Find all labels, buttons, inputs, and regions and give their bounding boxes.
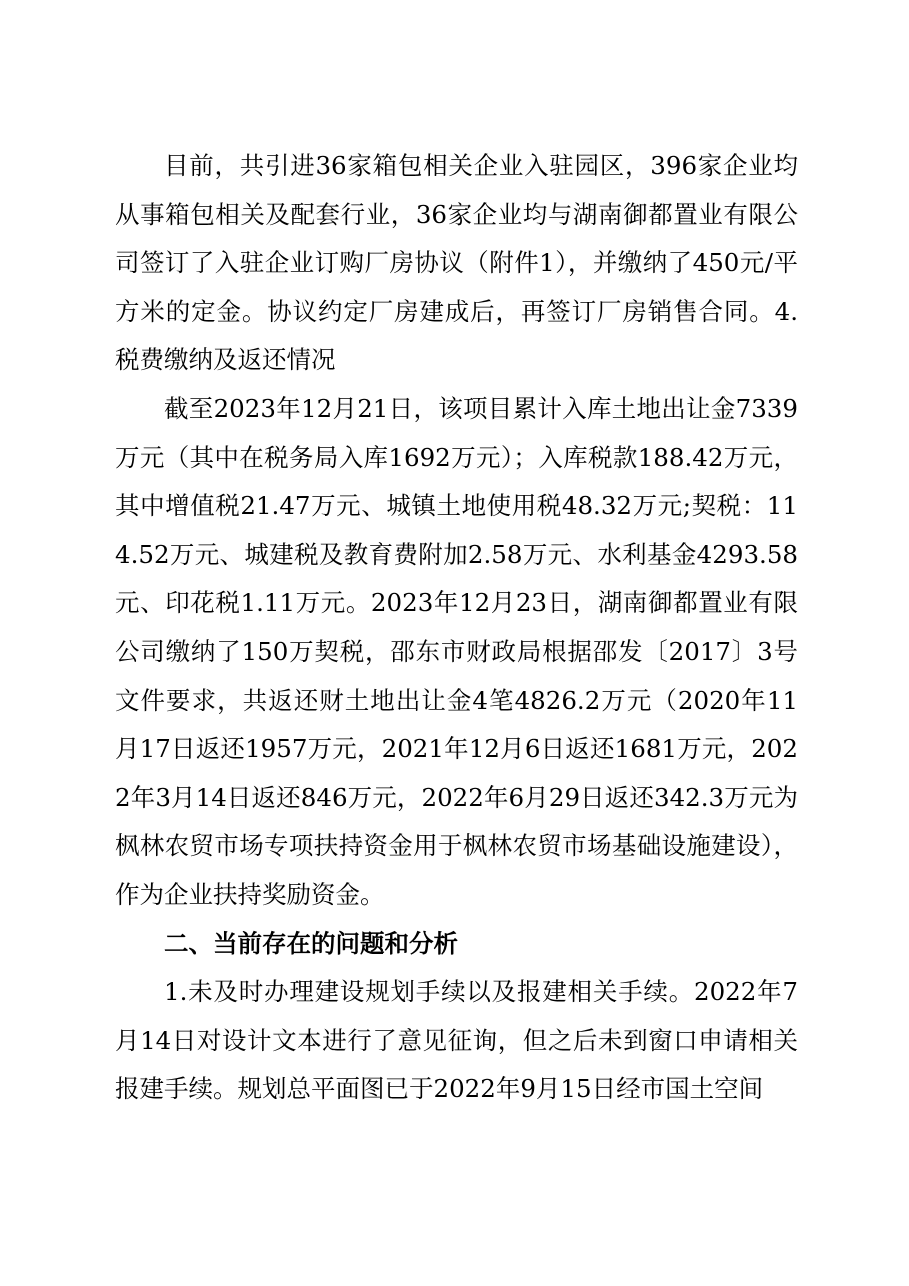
document-body <box>115 142 798 1114</box>
section-heading-problems: 二、当前存在的问题和分析 <box>164 928 458 958</box>
paragraph-planning-procedures: 1.未及时办理建设规划手续以及报建相关手续。2022年7月14日对设计文本进行了意见征询，但之后未到窗口申请相关报建手续。规划总平面图已于2022年9月15日经市国土空间 <box>115 977 798 1104</box>
paragraph-enterprises-settled: 目前，共引进36家箱包相关企业入驻园区，396家企业均从事箱包相关及配套行业，36家企业均与湖南御都置业有限公司签订了入驻企业订购厂房协议（附件1），并缴纳了450元/平方米的定金。协议约定厂房建成后，再签订厂房销售合同。4.税费缴纳及返还情况 <box>115 151 798 375</box>
paragraph-tax-payment-refund: 截至2023年12月21日，该项目累计入库土地出让金7339万元（其中在税务局入库1692万元）；入库税款188.42万元，其中增值税21.47万元、城镇土地使用税48.32万元;契税：114.52万元、城建税及教育费附加2.58万元、水利基金4293.58元、印花税1.11万元。2023年12月23日，湖南御都置业有限公司缴纳了150万契税，邵东市财政局根据邵发〔2017〕3号文件要求，共返还财土地出让金4笔4826.2万元（2020年11月17日返还1957万元，2021年12月6日返还1681万元，2022年3月14日返还846万元，2022年6月29日返还342.3万元为枫林农贸市场专项扶持资金用于枫林农贸市场基础设施建设），作为企业扶持奖励资金。 <box>115 393 798 909</box>
